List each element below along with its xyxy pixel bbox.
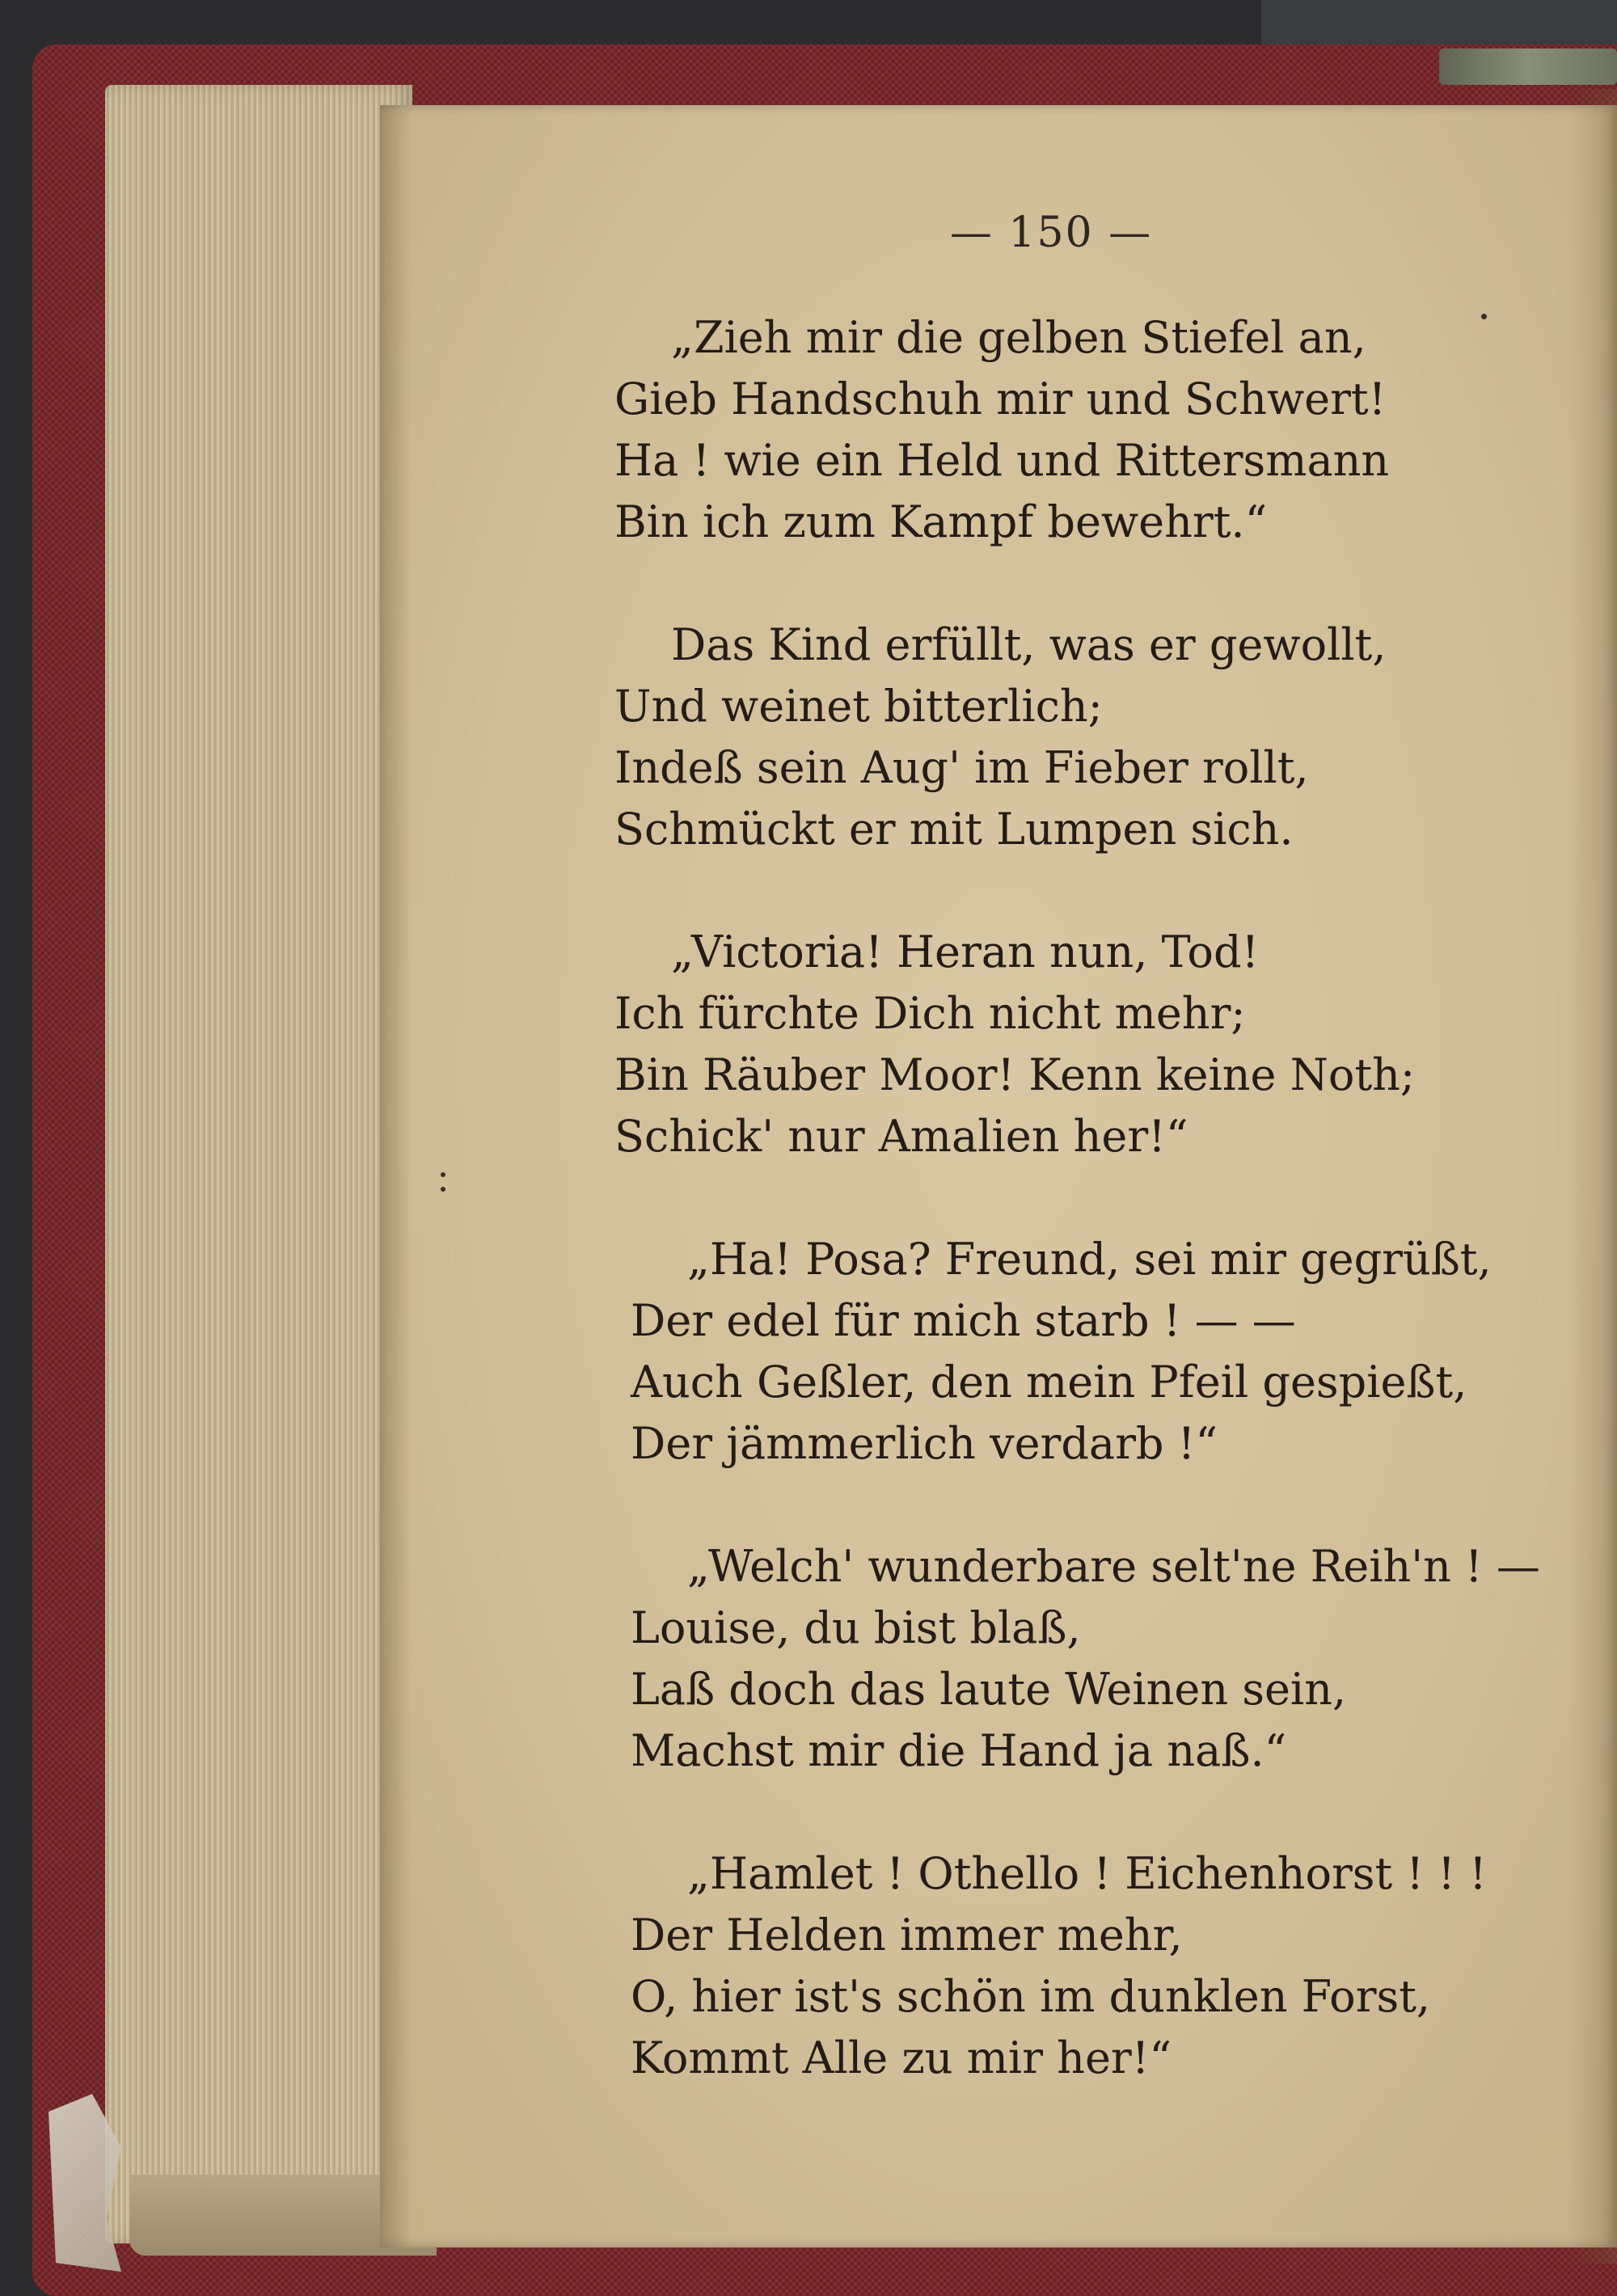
bookmark-ribbon — [1439, 49, 1617, 85]
verse-line: Laß doch das laute Weinen sein, — [631, 1664, 1347, 1715]
verse-line: „Victoria! Heran nun, Tod! — [671, 926, 1260, 977]
verse-line: Schmückt er mit Lumpen sich. — [614, 804, 1294, 855]
page-edges — [105, 85, 412, 2243]
verse-line: „Hamlet ! Othello ! Eichenhorst ! ! ! — [687, 1848, 1487, 1899]
verse-line: Kommt Alle zu mir her!“ — [631, 2032, 1172, 2083]
verse-line: Gieb Handschuh mir und Schwert! — [614, 374, 1387, 424]
verse-line: Indeß sein Aug' im Fieber rollt, — [614, 742, 1309, 793]
stanza — [614, 614, 1544, 860]
stanza — [631, 1229, 1544, 1475]
page-gutter-shadow — [380, 105, 412, 2247]
verse-line: „Zieh mir die gelben Stiefel an, — [671, 312, 1366, 363]
stanza — [614, 307, 1544, 553]
verse-line: Schick' nur Amalien her!“ — [614, 1111, 1188, 1162]
verse-line: „Welch' wunderbare selt'ne Reih'n ! — — [687, 1541, 1540, 1592]
verse-line: Das Kind erfüllt, was er gewollt, — [671, 619, 1387, 670]
page-number: — 150 — — [949, 209, 1153, 257]
stanza — [614, 922, 1544, 1167]
background-top — [1261, 0, 1617, 49]
speck — [441, 1187, 445, 1192]
poem-text — [614, 307, 1544, 2150]
verse-line: „Ha! Posa? Freund, sei mir gegrüßt, — [687, 1234, 1492, 1285]
speck — [441, 1172, 445, 1177]
page-edge-shadow — [1568, 89, 1617, 2264]
stanza — [631, 1843, 1544, 2089]
verse-line: Der edel für mich starb ! — — — [631, 1295, 1296, 1346]
verse-line: O, hier ist's schön im dunklen Forst, — [631, 1971, 1431, 2022]
verse-line: Der jämmerlich verdarb !“ — [631, 1418, 1218, 1469]
verse-line: Ha ! wie ein Held und Rittersmann — [614, 435, 1390, 486]
verse-line: Bin ich zum Kampf bewehrt.“ — [614, 496, 1268, 547]
verse-line: Auch Geßler, den mein Pfeil gespießt, — [631, 1357, 1467, 1408]
verse-line: Ich fürchte Dich nicht mehr; — [614, 988, 1246, 1039]
verse-line: Der Helden immer mehr, — [631, 1910, 1183, 1960]
verse-line: Machst mir die Hand ja naß.“ — [631, 1725, 1287, 1776]
verse-line: Louise, du bist blaß, — [631, 1602, 1081, 1653]
verse-line: Bin Räuber Moor! Kenn keine Noth; — [614, 1049, 1416, 1100]
verse-line: Und weinet bitterlich; — [614, 681, 1103, 732]
stanza — [631, 1536, 1544, 1782]
